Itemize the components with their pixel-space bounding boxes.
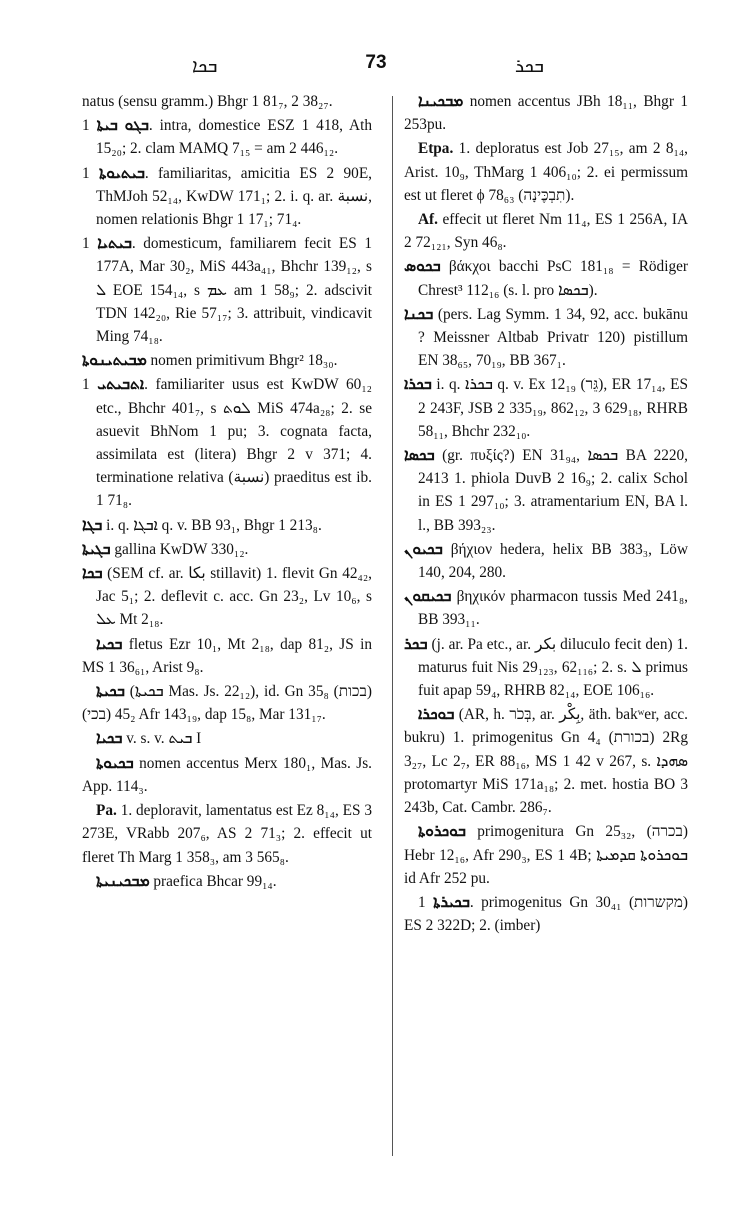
entry-headword: ܐܬܒܝܬܝ xyxy=(97,376,145,394)
dictionary-entry xyxy=(82,538,372,561)
entry-text: (j. ar. Pa etc., ar. بكر diluculo fecit den) 1. maturus fuit Nis 29₁₂₃, 62₁₁₆; 2. s. ܠ primus fuit apap 59₄, RHRB 82₁₄, EOE 106₁₆. xyxy=(418,635,688,700)
entry-headword: ܒܓܝܬܐ xyxy=(82,540,111,558)
dictionary-entry xyxy=(82,752,372,798)
entry-text: βηχικόν pharmacon tussis Med 241₈, BB 393₁₁. xyxy=(418,588,688,629)
entry-headword: ܒܝܬܝܐ xyxy=(97,235,132,253)
entry-headword: ܒܟܘܣ xyxy=(404,258,441,276)
entry-text: primogenitura Gn 25₃₂, (בכרה) Hebr 12₁₆, Afr 290₃, ES 1 4B; ܒܘܟܪܘܬܐ ܩܕܡܝܬܐ id Afr 252 pu. xyxy=(404,823,688,887)
right-column xyxy=(404,90,688,937)
entry-headword: ܒܓܐ xyxy=(82,516,103,534)
dictionary-entry xyxy=(404,137,688,207)
entry-headword: ܒܝܬܝܘܬܐ xyxy=(99,164,145,182)
dictionary-entry xyxy=(82,870,372,893)
entry-headword: ܡܒܝܬܝܢܘܬܐ xyxy=(82,352,147,370)
entry-headword: ܡܒܟܝܢܝܬܐ xyxy=(96,872,150,890)
entry-text: 1. deploravit, lamentatus est Ez 8₁₄, ES 3 273E, VRabb 207₆, AS 2 71₃; 2. effecit ut fleret Th Marg 1 358₃, am 3 565₈. xyxy=(82,802,372,866)
entry-headword: ܒܟܐ xyxy=(82,565,103,583)
entry-text: effecit ut fleret Nm 11₄, ES 1 256A, IA 2 72₁₂₁, Syn 46₈. xyxy=(404,211,689,252)
page-header xyxy=(80,50,672,84)
entry-text: 1. domesticum, familiarem fecit ES 1 177A, Mar 30₂, MiS 443a₄₁, Bhchr 139₁₂, s ܠ EOE 154₁₄, s ܥܡ am 1 58₉; 2. adscivit TDN 142₂₀, Rie 57₁₇; 3. attribuit, vindicavit Ming 74₁₈. xyxy=(82,235,373,346)
header-left-syriac: ܒܟܐ xyxy=(192,56,218,77)
entry-text: natus (sensu gramm.) Bhgr 1 81₇, 2 38₂₇. xyxy=(82,93,333,110)
header-right-syriac: ܒܟܪ xyxy=(514,56,544,77)
entry-text: (gr. πυξίς?) EN 31₉₄, ܒܟܣܐ BA 2220, 2413 1. phiola DuvB 2 16₉; 2. calix Schol in ES 1 297₁₀; 3. atramentarium EN, BA l. l., BB 393₂₃. xyxy=(418,447,688,534)
entry-headword: ܒܟܝܬܐ xyxy=(96,683,125,701)
entry-text: 1. intra, domestice ESZ 1 418, Ath 15₂₀; 2. clam MAMQ 7₁₅ = am 2 446₁₂. xyxy=(82,117,372,158)
entry-text: fletus Ezr 10₁, Mt 2₁₈, dap 81₂, JS in MS 1 36₆₁, Arist 9₈. xyxy=(82,635,372,676)
dictionary-entry xyxy=(82,114,372,160)
entry-text: nomen primitivum Bhgr² 18₃₀. xyxy=(150,352,338,370)
entry-headword: ܒܟܝܘܬܐ xyxy=(96,754,134,772)
entry-text: i. q. ܒܟܪܐ q. v. Ex 12₁₉ (גֵּר), ER 17₁₄, ES 2 243F, JSB 2 335₁₉, 862₁₂, 3 629₁₈, RHRB 58₁₁, Bhchr 232₁₀. xyxy=(418,376,689,440)
entry-headword: ܒܟܣܐ xyxy=(404,447,435,465)
entry-text: (SEM cf. ar. بكا stillavit) 1. flevit Gn 42₄₂, Jac 5₁; 2. deflevit c. acc. Gn 23₂, Lv 10₆, s ܥܠ Mt 2₁₈. xyxy=(96,565,373,629)
entry-text: (ܒܟܝܬܐ Mas. Js. 22₁₂), id. Gn 35₈ (בכות) 45₂ (בכי) Afr 143₁₉, dap 15₈, Mar 131₁₇. xyxy=(82,683,372,724)
dictionary-entry xyxy=(404,633,688,703)
dictionary-entry xyxy=(82,373,372,512)
entry-text: βάκχοι bacchi PsC 181₁₈ = Rödiger Chrest³ 112₁₆ (s. l. pro ܒܟܣܐ). xyxy=(418,258,688,299)
dictionary-entry xyxy=(404,538,688,584)
dictionary-entry xyxy=(82,349,372,372)
dictionary-entry xyxy=(404,444,688,537)
dictionary-entry xyxy=(404,703,688,819)
entry-headword: ܒܟܝܩܘܢ xyxy=(404,588,452,606)
entry-text: gallina KwDW 330₁₂. xyxy=(114,540,249,558)
entry-text: (AR, h. בְּכֹר, ar. بِكْر, äth. bakʷer, acc. bukru) 1. primogenitus Gn 4₄ (בכורת) 2Rg 3₂₇, Lc 2₇, ER 88₁₆, MS 1 42 v 267, s. ܣܗܕܐ protomartyr MiS 171a₁₈; 2. met. hostia BO 3 243b, Cat. Cambr. 286₇. xyxy=(404,706,689,817)
dictionary-entry xyxy=(404,255,688,301)
dictionary-entry xyxy=(404,373,688,443)
entry-text: nomen accentus JBh 18₁₁, Bhgr 1 253pu. xyxy=(404,93,688,134)
entry-text: βήχιον hedera, helix BB 383₃, Löw 140, 204, 280. xyxy=(418,540,688,582)
entry-headword: ܡܒܟܝܢܐ xyxy=(418,93,464,110)
entry-headword: ܒܟܢܐ xyxy=(404,305,434,323)
entry-headword: ܒܟܪ xyxy=(404,635,428,653)
entry-text: i. q. ܐܒܓܐ q. v. BB 93₁, Bhgr 1 213₈. xyxy=(106,516,322,534)
dictionary-entry xyxy=(82,680,372,726)
left-column xyxy=(82,90,372,893)
entry-text: 1. familiariter usus est KwDW 60₁₂ etc., Bhchr 401₇, s ܠܘܬ MiS 474a₂₈; 2. se asuevit BhNom 1 pu; 3. cognata facta, assimilata est (litera) Bhgr 2 v 371; 4. terminatione relativa (نسبة) praeditus est ib. 1 71₈. xyxy=(82,376,372,510)
entry-text: (pers. Lag Symm. 1 34, 92, acc. bukānu ? Meissner Altbab Privatr 120) pistillum EN 38₆₅, 70₁₉, BB 367₁. xyxy=(418,305,688,370)
entry-text: v. s. v. ܒܝܬ I xyxy=(126,730,202,748)
dictionary-entry xyxy=(82,799,372,869)
entry-text: 1. familiaritas, amicitia ES 2 90E, ThMJoh 52₁₄, KwDW 171₁; 2. i. q. ar. نسبة, nomen relationis Bhgr 1 17₁; 71₄. xyxy=(82,164,372,229)
entry-headword: ܒܘܟܪܐ xyxy=(418,706,455,724)
dictionary-entry xyxy=(82,162,372,232)
entry-headword: ܒܘܟܪܘܬܐ xyxy=(418,823,466,841)
dictionary-entry xyxy=(82,727,372,750)
entry-text: nomen accentus Merx 180₁, Mas. Js. App. 114₃. xyxy=(82,754,373,795)
page-number: 73 xyxy=(365,52,387,73)
dictionary-entry xyxy=(82,232,372,348)
dictionary-entry xyxy=(82,633,372,679)
dictionary-entry xyxy=(82,90,372,113)
entry-headword: Etpa. xyxy=(418,140,454,158)
dictionary-entry xyxy=(404,820,688,890)
entry-headword: ܒܟܝܪܬܐ xyxy=(433,893,470,911)
dictionary-entry xyxy=(82,514,372,537)
entry-headword: ܒܟܪܐ xyxy=(404,376,432,394)
entry-text: 1. deploratus est Job 27₁₅, am 2 8₁₄, Arist. 10₉, ThMarg 1 406₁₀; 2. ei permissum est ut fleret ϕ 78₆₃ (תִבְכֶּינָה). xyxy=(404,140,689,204)
dictionary-entry xyxy=(404,891,688,937)
dictionary-entry xyxy=(404,303,688,373)
entry-headword: ܒܟܝܐ xyxy=(96,730,123,748)
entry-text: praefica Bhcar 99₁₄. xyxy=(153,872,277,890)
column-divider xyxy=(392,96,393,1156)
dictionary-entry xyxy=(404,585,688,631)
entry-headword: Pa. xyxy=(96,802,117,820)
dictionary-entry xyxy=(404,90,688,136)
entry-text: 1. primogenitus Gn 30₄₁ (מקשרות) ES 2 322D; 2. (imber) xyxy=(404,893,688,935)
entry-headword: ܒܟܝܐ xyxy=(96,635,123,653)
entry-headword: ܒܓܘ ܒܝܬܐ xyxy=(96,117,149,135)
dictionary-entry xyxy=(82,562,372,632)
entry-headword: Af. xyxy=(418,211,438,229)
dictionary-entry xyxy=(404,208,688,254)
entry-headword: ܒܟܝܘܢ xyxy=(404,540,443,558)
